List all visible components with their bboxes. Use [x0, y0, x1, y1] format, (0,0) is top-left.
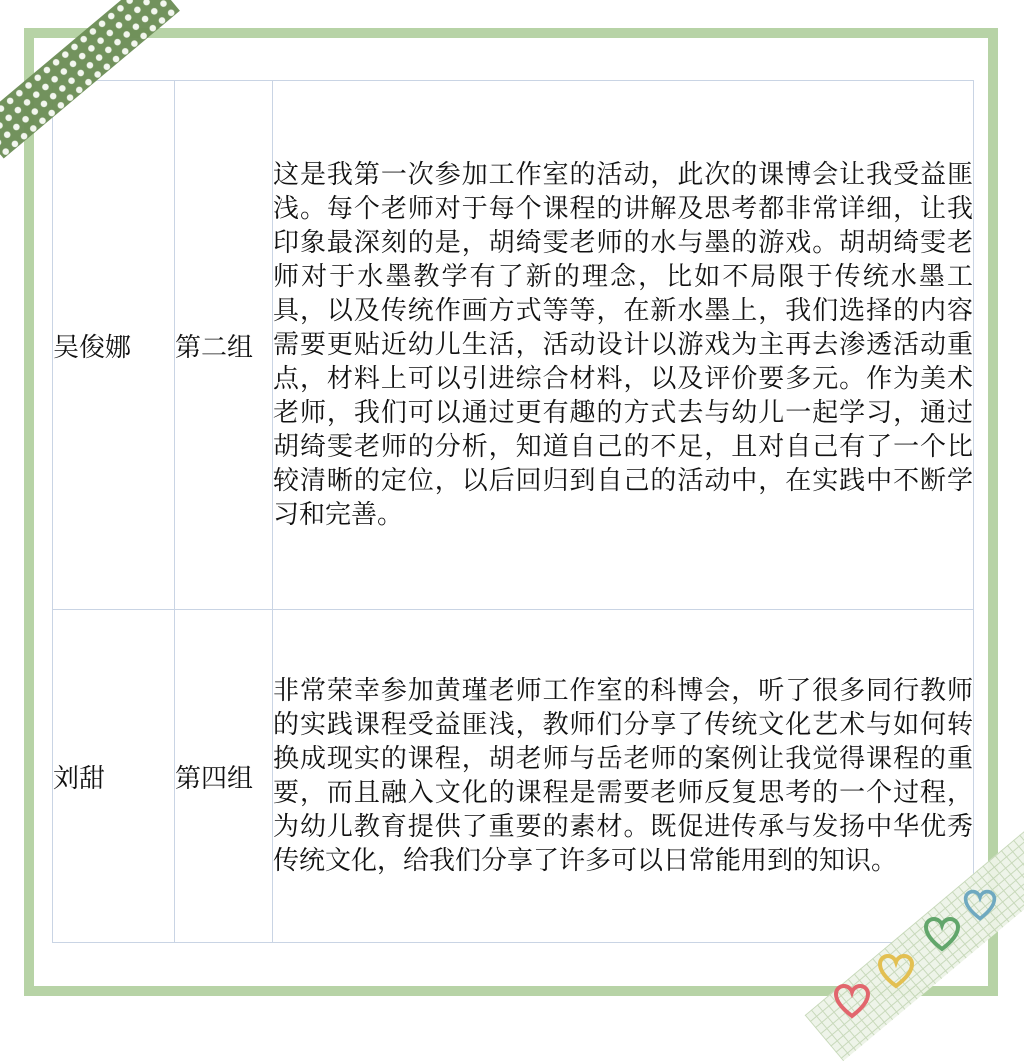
heart-icon — [832, 982, 872, 1022]
group-cell: 第四组 — [175, 610, 273, 943]
name-cell: 刘甜 — [53, 610, 175, 943]
name-cell: 吴俊娜 — [53, 81, 175, 610]
reflection-text-cell: 这是我第一次参加工作室的活动，此次的课博会让我受益匪浅。每个老师对于每个课程的讲解及思考都非常详细，让我印象最深刻的是，胡绮雯老师的水与墨的游戏。胡胡绮雯老师对于水墨教学有了新的理念，比如不局限于传统水墨工具，以及传统作画方式等等，在新水墨上，我们选择的内容需要更贴近幼儿生活，活动设计以游戏为主再去渗透活动重点，材料上可以引进综合材料，以及评价要多元。作为美术老师，我们可以通过更有趣的方式去与幼儿一起学习，通过胡绮雯老师的分析，知道自己的不足，且对自己有了一个比较清晰的定位，以后回归到自己的活动中，在实践中不断学习和完善。 — [273, 81, 974, 610]
heart-icon — [922, 915, 962, 955]
reflection-table — [52, 80, 974, 943]
group-cell: 第二组 — [175, 81, 273, 610]
heart-icon — [876, 952, 916, 992]
table-row — [53, 81, 974, 610]
table-row — [53, 610, 974, 943]
heart-icon — [962, 888, 1002, 928]
reflection-text-cell: 非常荣幸参加黄瑾老师工作室的科博会，听了很多同行教师的实践课程受益匪浅，教师们分享了传统文化艺术与如何转换成现实的课程，胡老师与岳老师的案例让我觉得课程的重要，而且融入文化的课程是需要老师反复思考的一个过程，为幼儿教育提供了重要的素材。既促进传承与发扬中华优秀传统文化，给我们分享了许多可以日常能用到的知识。 — [273, 610, 974, 943]
